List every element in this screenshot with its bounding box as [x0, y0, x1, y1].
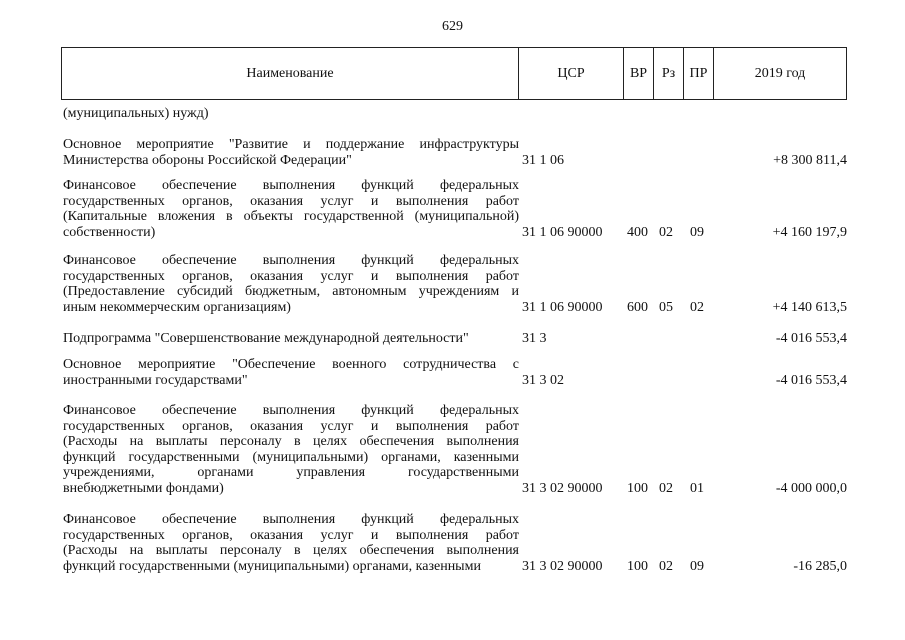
description-line: (Предоставление субсидий бюджетным, автономным учреждениям и [63, 284, 519, 299]
row-csr: 31 3 02 [522, 372, 564, 388]
description-line: Финансовое обеспечение выполнения функций федеральных [63, 178, 519, 193]
description-line: государственных органов, оказания услуг и выполнения работ [63, 268, 519, 284]
page-number: 629 [442, 19, 463, 34]
description-line: (Расходы на выплаты персоналу в целях обеспечения выполнения [63, 434, 519, 449]
header-year: 2019 год [754, 66, 806, 81]
row-rz: 02 [659, 224, 673, 240]
row-pr: 09 [690, 224, 704, 240]
description-line: иностранными государствами" [63, 372, 248, 388]
row-description [63, 106, 519, 122]
row-rz: 05 [659, 299, 673, 315]
row-description [63, 403, 519, 496]
description-line: Основное мероприятие "Развитие и поддержание инфраструктуры [63, 137, 519, 152]
description-line: учреждениями, органами управления государственными [63, 465, 519, 480]
description-line: государственных органов, оказания услуг и выполнения работ [63, 527, 519, 543]
description-line: Подпрограмма "Совершенствование международной деятельности" [63, 331, 469, 346]
row-amount: +4 140 613,5 [772, 299, 847, 315]
row-pr: 01 [690, 480, 704, 496]
row-amount: -4 016 553,4 [775, 331, 847, 346]
description-line: собственности) [63, 224, 156, 240]
description-line: функций государственными (муниципальными) органами, казенными [63, 558, 481, 574]
description-line: Финансовое обеспечение выполнения функций федеральных [63, 403, 519, 418]
row-description [63, 137, 519, 168]
row-amount: +4 160 197,9 [772, 224, 847, 240]
row-description [63, 512, 519, 574]
row-csr: 31 3 02 90000 [522, 480, 603, 496]
description-line: Основное мероприятие "Обеспечение военного сотрудничества с [63, 357, 519, 372]
row-amount: +8 300 811,4 [773, 152, 847, 168]
row-csr: 31 1 06 90000 [522, 299, 603, 315]
description-line: (муниципальных) нужд) [63, 106, 209, 121]
row-description [63, 253, 519, 315]
description-line: государственных органов, оказания услуг и выполнения работ [63, 418, 519, 434]
header-name: Наименование [62, 48, 519, 99]
description-line: Министерства обороны Российской Федерации" [63, 152, 352, 168]
description-line: функций государственными (муниципальными) органами, казенными [63, 449, 519, 465]
description-line: внебюджетными фондами) [63, 480, 224, 496]
row-csr: 31 3 [522, 331, 547, 346]
row-description [63, 331, 519, 347]
description-line: (Расходы на выплаты персоналу в целях обеспечения выполнения [63, 543, 519, 558]
table-header [61, 47, 847, 100]
row-rz: 02 [659, 480, 673, 496]
description-line: иным некоммерческим организациям) [63, 299, 291, 315]
header-vr: ВР [624, 48, 654, 99]
row-vr: 100 [627, 480, 648, 496]
row-description [63, 178, 519, 240]
row-amount: -4 016 553,4 [775, 372, 847, 388]
row-amount: -16 285,0 [793, 558, 847, 574]
header-pr: ПР [684, 48, 714, 99]
row-csr: 31 1 06 90000 [522, 224, 603, 240]
row-csr: 31 1 06 [522, 152, 564, 168]
row-vr: 100 [627, 558, 648, 574]
row-vr: 400 [627, 224, 648, 240]
row-pr: 02 [690, 299, 704, 315]
header-csr: ЦСР [519, 48, 624, 99]
row-amount: -4 000 000,0 [775, 480, 847, 496]
description-line: Финансовое обеспечение выполнения функций федеральных [63, 512, 519, 527]
row-rz: 02 [659, 558, 673, 574]
description-line: Финансовое обеспечение выполнения функций федеральных [63, 253, 519, 268]
row-csr: 31 3 02 90000 [522, 558, 603, 574]
description-line: государственных органов, оказания услуг и выполнения работ [63, 193, 519, 209]
row-vr: 600 [627, 299, 648, 315]
description-line: (Капитальные вложения в объекты государственной (муниципальной) [63, 209, 519, 224]
header-rz: Рз [654, 48, 684, 99]
row-pr: 09 [690, 558, 704, 574]
row-description [63, 357, 519, 388]
